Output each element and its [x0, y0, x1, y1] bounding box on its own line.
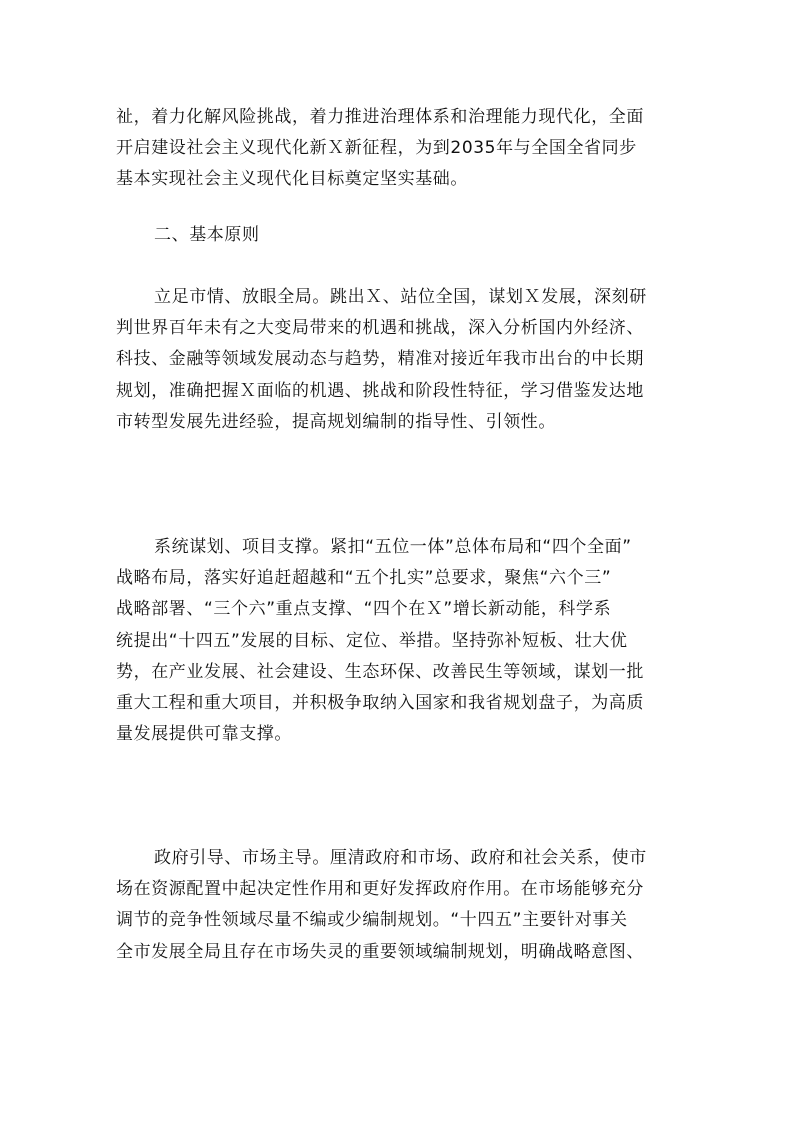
paragraph-principle-2	[116, 532, 681, 750]
text-line: 势，在产业发展、社会建设、生态环保、改善民生等领域，谋划一批	[116, 661, 644, 682]
paragraph-principle-1	[116, 282, 681, 438]
section-heading	[154, 220, 719, 251]
text-line: 祉，着力化解风险挑战，着力推进治理体系和治理能力现代化，全面	[116, 107, 644, 127]
text-line: 重大工程和重大项目，并积极争取纳入国家和我省规划盘子，为高质	[116, 693, 644, 714]
text-line: 科技、金融等领域发展动态与趋势，精准对接近年我市出台的中长期	[116, 349, 644, 370]
text-line: 基本实现社会主义现代化目标奠定坚实基础。	[116, 169, 468, 190]
paragraph-continuation	[116, 102, 681, 196]
text-line: 政府引导、市场主导。厘清政府和市场、政府和社会关系，使市	[154, 848, 647, 868]
text-line: 立足市情、放眼全局。跳出Ｘ、站位全国，谋划Ｘ发展，深刻研	[154, 287, 647, 307]
text-line: 系统谋划、项目支撑。紧扣“五位一体”总体布局和“四个全面”	[154, 537, 632, 557]
text-line: 全市发展全局且存在市场失灵的重要领域编制规划，明确战略意图、	[116, 941, 644, 962]
text-line: 判世界百年未有之大变局带来的机遇和挑战，深入分析国内外经济、	[116, 318, 644, 339]
text-line: 规划，准确把握Ｘ面临的机遇、挑战和阶段性特征，学习借鉴发达地	[116, 380, 644, 401]
paragraph-principle-3	[116, 843, 681, 968]
text-line: 统提出“十四五”发展的目标、定位、举措。坚持弥补短板、壮大优	[116, 630, 628, 651]
text-line: 场在资源配置中起决定性作用和更好发挥政府作用。在市场能够充分	[116, 879, 644, 900]
text-line: 市转型发展先进经验，提高规划编制的指导性、引领性。	[116, 411, 556, 432]
text-line: 战略布局，落实好追赶超越和“五个扎实”总要求，聚焦“六个三”	[116, 568, 612, 589]
text-line: 开启建设社会主义现代化新Ｘ新征程，为到2035年与全国全省同步	[116, 138, 637, 159]
text-line: 调节的竞争性领域尽量不编或少编制规划。“十四五”主要针对事关	[116, 910, 628, 931]
text-line: 量发展提供可靠支撑。	[116, 724, 292, 745]
text-line: 战略部署、“三个六”重点支撑、“四个在Ｘ”增长新动能，科学系	[116, 599, 612, 620]
section-heading-text: 二、基本原则	[154, 225, 260, 245]
